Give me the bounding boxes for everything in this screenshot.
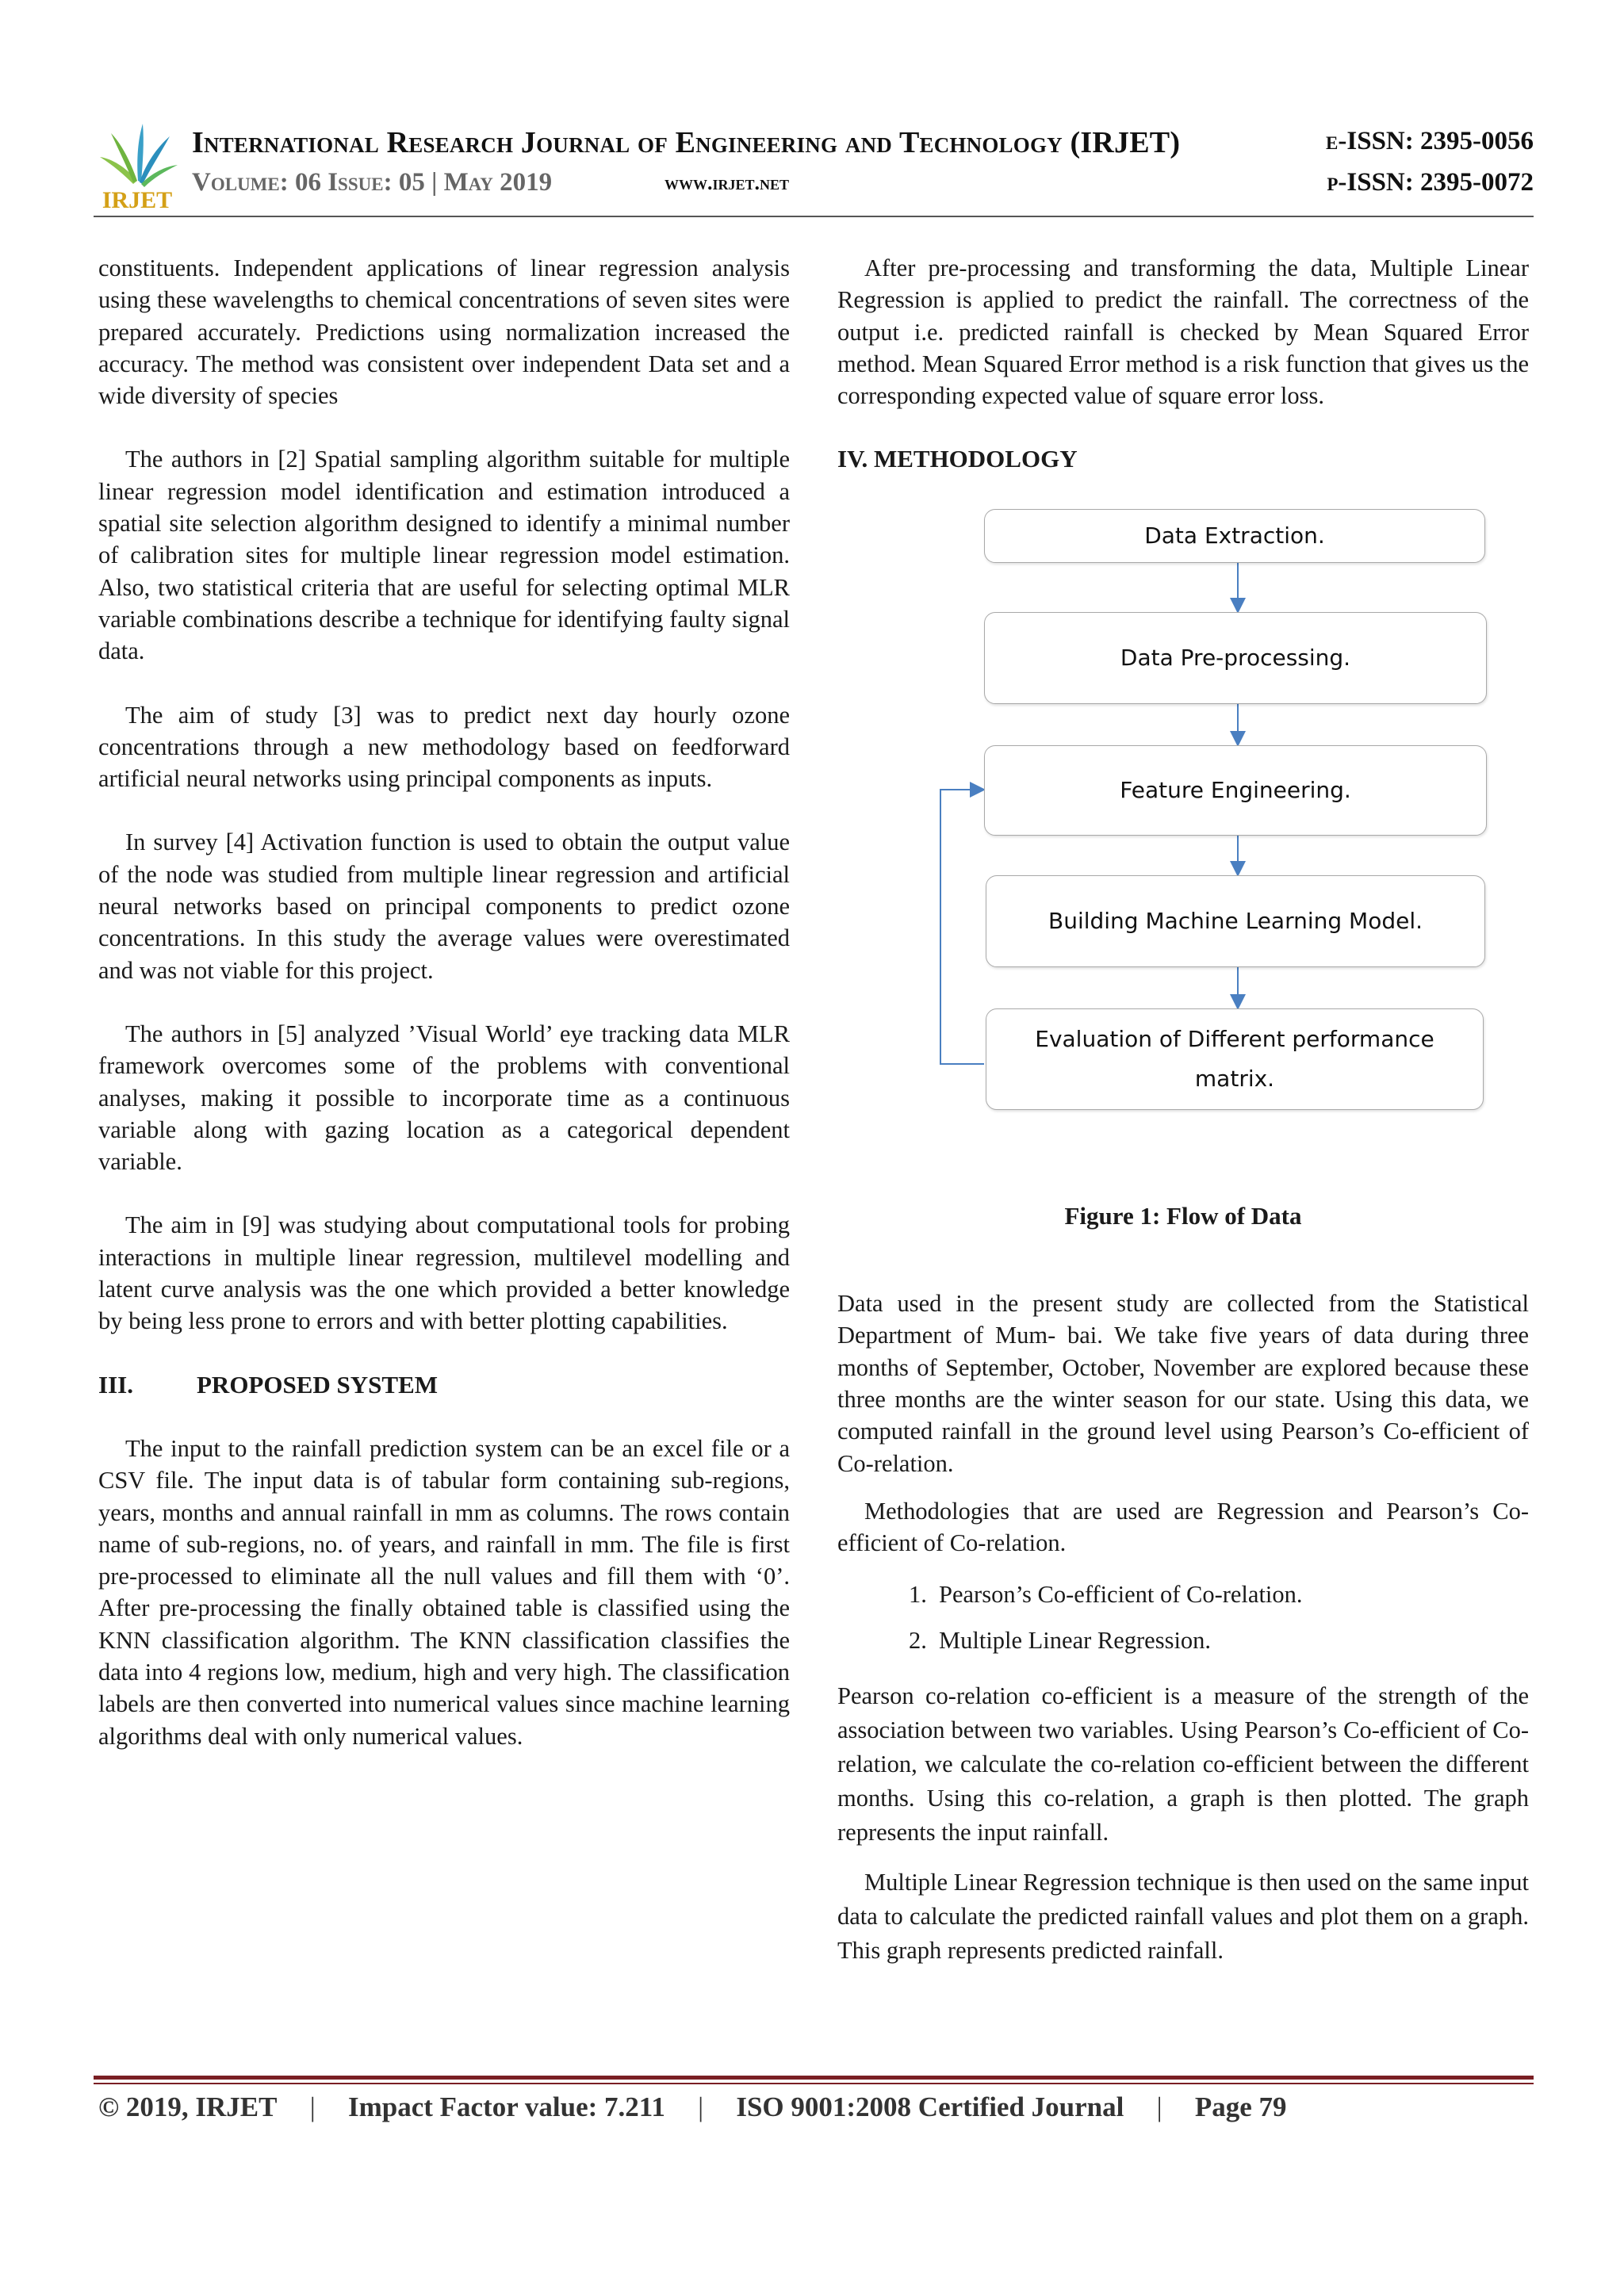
pissn: p-ISSN: 2395-0072 bbox=[1327, 168, 1534, 197]
page-footer bbox=[98, 2091, 1534, 2123]
section-heading-proposed-system bbox=[98, 1369, 790, 1401]
paragraph: The aim in [9] was studying about computational tools for probing interactions in multiple linear regression, multilevel modelling and latent curve analysis was the one which provided a better knowledge by being less prone to errors and with better plotting capabilities. bbox=[98, 1211, 790, 1335]
figure-caption: Figure 1: Flow of Data bbox=[1064, 1201, 1302, 1230]
paragraph: Methodologies that are used are Regression and Pearson’s Co-efficient of Co-relation. bbox=[837, 1497, 1529, 1557]
flow-diagram bbox=[837, 509, 1529, 1191]
paragraph: constituents. Independent applications of linear regression analysis using these wavelengths to chemical concentrations of seven sites were prepared accurately. Predictions using normalization increased the accuracy. The method was consistent over independent Data set and a wide diversity of species bbox=[98, 254, 790, 410]
paragraph: Pearson co-relation co-efficient is a measure of the strength of the association between two variables. Using Pearson’s Co-efficient of Co-relation, we calculate the co-relation co-efficient between the different months. Using this co-relation, a graph is then plotted. The graph represents the input rainfall. bbox=[837, 1682, 1529, 1846]
page-header bbox=[94, 119, 1534, 219]
footer-separator: | bbox=[309, 2091, 316, 2122]
eissn: e-ISSN: 2395-0056 bbox=[1326, 127, 1534, 155]
paragraph: After pre-processing and transforming the data, Multiple Linear Regression is applied to predict the rainfall. The correctness of the output i.e. predicted rainfall is checked by Mean Squared Error method. Mean Squared Error method is a risk function that gives us the corresponding expected value of square error loss. bbox=[837, 254, 1529, 410]
left-column bbox=[98, 252, 790, 1752]
footer-impact-factor: Impact Factor value: 7.211 bbox=[347, 2091, 665, 2122]
right-column bbox=[837, 252, 1529, 1968]
flow-box-evaluation-line2: matrix. bbox=[1194, 1065, 1275, 1092]
journal-title: International Research Journal of Engineering and Technology (IRJET) bbox=[192, 126, 1181, 159]
footer-page-number: Page 79 bbox=[1194, 2091, 1287, 2122]
list-item-text: Multiple Linear Regression. bbox=[939, 1627, 1212, 1655]
methodology-list bbox=[909, 1571, 1529, 1663]
flow-box-evaluation-line1: Evaluation of Different performance bbox=[1035, 1025, 1434, 1052]
flow-box-feature-engineering: Feature Engineering. bbox=[984, 745, 1487, 836]
list-item bbox=[909, 1617, 1529, 1663]
volume-info: Volume: 06 Issue: 05 | May 2019 bbox=[192, 168, 553, 197]
paragraph: Data used in the present study are collected from the Statistical Department of Mum- bai. We take five years of data during three months of September, October, November are explored because these three months are the winter season for our state. Using this data, we computed rainfall in the ground level using Pearson’s Co-efficient of Co-relation. bbox=[837, 1290, 1529, 1477]
paragraph: The authors in [2] Spatial sampling algorithm suitable for multiple linear regression model identification and estimation introduced a spatial site selection algorithm designed to identify a minimal number of calibration sites for multiple linear regression model estimation. Also, two statistical criteria that are useful for selecting optimal MLR variable combinations describe a technique for identifying faulty signal data. bbox=[98, 446, 790, 665]
paragraph: The aim of study [3] was to predict next day hourly ozone concentrations through a new methodology based on feedforward artificial neural networks using principal components as inputs. bbox=[98, 701, 790, 793]
logo-text: IRJET bbox=[102, 187, 173, 213]
paragraph: Multiple Linear Regression technique is then used on the same input data to calculate the predicted rainfall values and plot them on a graph. This graph represents predicted rainfall. bbox=[837, 1869, 1529, 1965]
flow-box-data-extraction: Data Extraction. bbox=[984, 509, 1485, 563]
list-item-number: 2. bbox=[909, 1627, 927, 1655]
footer-divider-thin bbox=[94, 2083, 1534, 2084]
flow-box-data-preprocessing: Data Pre-processing. bbox=[984, 612, 1487, 704]
header-divider bbox=[94, 216, 1534, 217]
paragraph: The input to the rainfall prediction system can be an excel file or a CSV file. The input data is of tabular form containing sub-regions, years, months and annual rainfall in mm as columns. The rows contain name of sub-regions, no. of years, and rainfall in mm. The file is first pre-processed to eliminate all the null values and fill them with ‘0’. After pre-processing the finally obtained table is classified using the KNN classification algorithm. The KNN classification classifies the data into 4 regions low, medium, high and very high. The classification labels are then converted into numerical values since machine learning algorithms deal with only numerical values. bbox=[98, 1434, 790, 1750]
journal-website: www.irjet.net bbox=[665, 171, 790, 194]
section-number: III. bbox=[98, 1370, 133, 1399]
footer-separator: | bbox=[1156, 2091, 1162, 2122]
paragraph: In survey [4] Activation function is used to obtain the output value of the node was studied from multiple linear regression and artificial neural networks based on principal components to predict ozone concentrations. In this study the average values were overestimated and was not viable for this project. bbox=[98, 828, 790, 984]
list-item-text: Pearson’s Co-efficient of Co-relation. bbox=[939, 1581, 1303, 1609]
footer-iso: ISO 9001:2008 Certified Journal bbox=[736, 2091, 1124, 2122]
feedback-arrow bbox=[940, 790, 984, 1064]
section-title: PROPOSED SYSTEM bbox=[197, 1370, 439, 1399]
flow-box-build-model: Building Machine Learning Model. bbox=[986, 875, 1485, 967]
paragraph: The authors in [5] analyzed ’Visual World’ eye tracking data MLR framework overcomes some of the problems with conventional analyses, making it possible to incorporate time as a continuous variable along with gazing location as a categorical dependent variable. bbox=[98, 1020, 790, 1176]
list-item-number: 1. bbox=[909, 1581, 927, 1609]
footer-copyright: © 2019, IRJET bbox=[98, 2091, 278, 2122]
footer-divider-thick bbox=[94, 2076, 1534, 2080]
list-item bbox=[909, 1571, 1529, 1617]
irjet-logo bbox=[94, 119, 181, 214]
section-heading-methodology: IV. METHODOLOGY bbox=[837, 445, 1078, 473]
flow-box-evaluation bbox=[986, 1008, 1484, 1110]
footer-separator: | bbox=[698, 2091, 704, 2122]
